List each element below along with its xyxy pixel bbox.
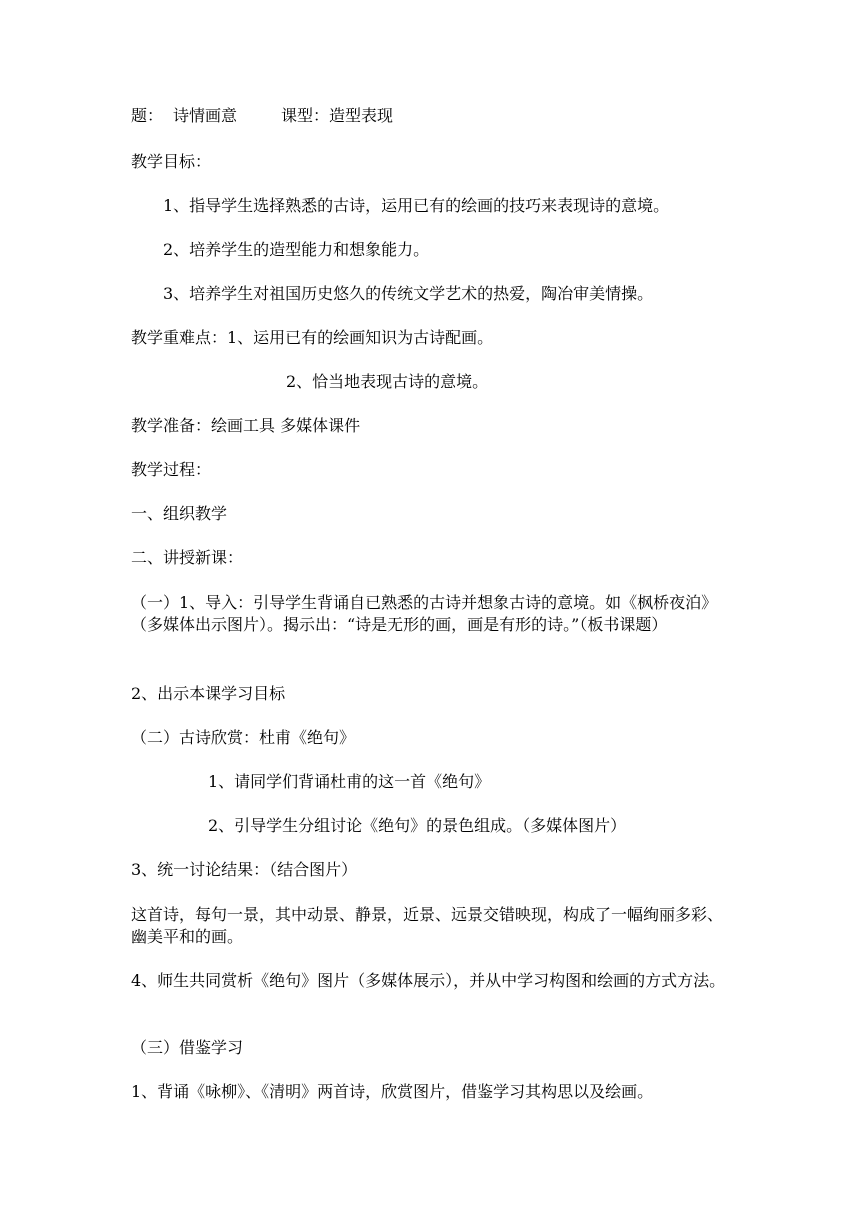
type-value: 造型表现: [329, 106, 394, 125]
lesson-header: [131, 105, 393, 127]
title-label: 题：: [131, 106, 164, 125]
key-points-line-2: 2、恰当地表现古诗的意境。: [286, 372, 489, 391]
appreciation-heading: （二）古诗欣赏：杜甫《绝句》: [131, 728, 356, 747]
goal-line: 2、出示本课学习目标: [131, 684, 286, 703]
appreciation-item-1: 1、请同学们背诵杜甫的这一首《绝句》: [208, 772, 491, 791]
learning-heading: （三）借鉴学习: [131, 1038, 244, 1057]
type-label: 课型：: [281, 106, 330, 125]
title-value: 诗情画意: [173, 106, 238, 125]
section-new-lesson: 二、讲授新课：: [131, 548, 244, 567]
objectives-heading: 教学目标：: [131, 152, 212, 171]
analysis-paragraph: 4、师生共同赏析《绝句》图片（多媒体展示），并从中学习构图和绘画的方式方法。: [131, 971, 726, 990]
objective-item-2: 2、培养学生的造型能力和想象能力。: [163, 240, 430, 259]
process-heading: 教学过程：: [131, 460, 212, 479]
discussion-line: 3、统一讨论结果：（结合图片）: [131, 860, 358, 879]
poem-paragraph: 这首诗，每句一景，其中动景、静景，近景、远景交错映现，构成了一幅绚丽多彩、幽美平和的画。: [131, 905, 724, 946]
section-organize: 一、组织教学: [131, 504, 228, 523]
objective-item-1: 1、指导学生选择熟悉的古诗，运用已有的绘画的技巧来表现诗的意境。: [163, 196, 670, 215]
objective-item-3: 3、培养学生对祖国历史悠久的传统文学艺术的热爱，陶冶审美情操。: [163, 284, 654, 303]
intro-paragraph: （一）1、导入：引导学生背诵自已熟悉的古诗并想象古诗的意境。如《枫桥夜泊》（多媒体出示图片）。揭示出：“诗是无形的画，画是有形的诗。”（板书课题）: [131, 593, 718, 634]
key-points-line-1: 教学重难点：1、运用已有的绘画知识为古诗配画。: [131, 328, 494, 347]
learning-item-1: 1、背诵《咏柳》、《清明》两首诗，欣赏图片，借鉴学习其构思以及绘画。: [131, 1082, 654, 1101]
appreciation-item-2: 2、引导学生分组讨论《绝句》的景色组成。（多媒体图片）: [208, 816, 627, 835]
preparation-line: 教学准备：绘画工具 多媒体课件: [131, 416, 361, 435]
